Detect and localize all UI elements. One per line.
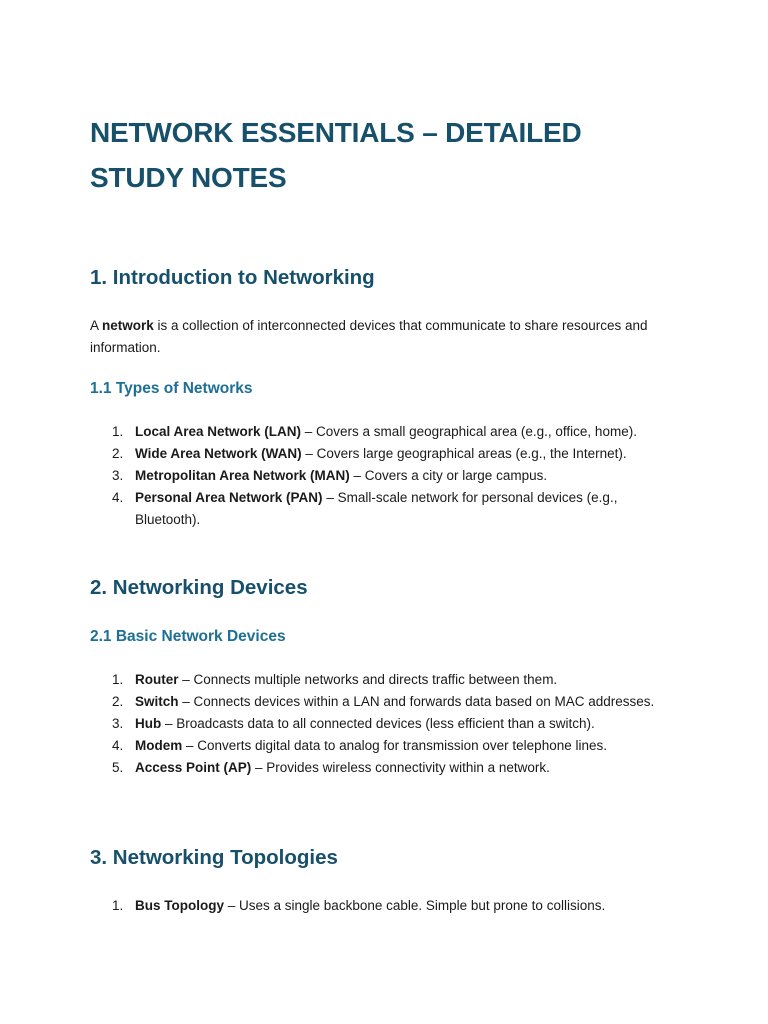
- list-desc: – Broadcasts data to all connected devices (less efficient than a switch).: [161, 716, 595, 731]
- section-1-1-heading: 1.1 Types of Networks: [90, 380, 253, 397]
- list-term: Personal Area Network (PAN): [135, 490, 323, 505]
- intro-term: network: [102, 318, 154, 333]
- list-number: 1.: [112, 672, 124, 687]
- list-number: 1.: [112, 898, 124, 913]
- list-item: [90, 465, 680, 487]
- list-number: 4.: [112, 738, 124, 753]
- list-term: Switch: [135, 694, 179, 709]
- list-desc: – Connects multiple networks and directs traffic between them.: [178, 672, 558, 687]
- list-term: Local Area Network (LAN): [135, 424, 302, 439]
- list-item: [90, 669, 680, 691]
- list-desc: – Covers a small geographical area (e.g., office, home).: [301, 424, 637, 439]
- list-desc: – Converts digital data to analog for transmission over telephone lines.: [182, 738, 607, 753]
- list-item: [90, 713, 680, 735]
- document-title: NETWORK ESSENTIALS – DETAILED STUDY NOTES: [90, 117, 582, 193]
- list-number: 4.: [112, 490, 124, 505]
- list-desc: – Connects devices within a LAN and forwards data based on MAC addresses.: [178, 694, 655, 709]
- list-term: Metropolitan Area Network (MAN): [135, 468, 350, 483]
- section-2-heading: 2. Networking Devices: [90, 576, 308, 599]
- list-item: [90, 487, 680, 531]
- network-types-list: [90, 421, 680, 531]
- section-1-heading: 1. Introduction to Networking: [90, 266, 375, 289]
- network-topologies-list: [90, 895, 680, 917]
- list-number: 1.: [112, 424, 124, 439]
- section-3-heading: 3. Networking Topologies: [90, 846, 338, 869]
- list-number: 2.: [112, 446, 124, 461]
- list-item: [90, 895, 680, 917]
- list-desc: – Uses a single backbone cable. Simple but prone to collisions.: [224, 898, 606, 913]
- section-2-1-heading: 2.1 Basic Network Devices: [90, 628, 286, 645]
- list-number: 2.: [112, 694, 124, 709]
- list-term: Access Point (AP): [135, 760, 252, 775]
- list-desc: – Small-scale network for personal devices (e.g., Bluetooth).: [135, 490, 618, 527]
- list-term: Modem: [135, 738, 183, 753]
- section-1-intro: [90, 315, 680, 359]
- list-item: [90, 421, 680, 443]
- list-desc: – Covers a city or large campus.: [349, 468, 548, 483]
- list-desc: – Provides wireless connectivity within a network.: [251, 760, 550, 775]
- list-item: [90, 735, 680, 757]
- list-term: Bus Topology: [135, 898, 224, 913]
- list-item: [90, 691, 680, 713]
- list-desc: – Covers large geographical areas (e.g., the Internet).: [301, 446, 627, 461]
- list-number: 3.: [112, 716, 124, 731]
- list-item: [90, 443, 680, 465]
- intro-prefix: A: [90, 318, 103, 333]
- network-devices-list: [90, 669, 680, 779]
- list-item: [90, 757, 680, 779]
- list-number: 3.: [112, 468, 124, 483]
- list-number: 5.: [112, 760, 124, 775]
- list-term: Router: [135, 672, 179, 687]
- list-term: Hub: [135, 716, 162, 731]
- list-term: Wide Area Network (WAN): [135, 446, 302, 461]
- intro-rest: is a collection of interconnected devices that communicate to share resources and information.: [90, 318, 648, 355]
